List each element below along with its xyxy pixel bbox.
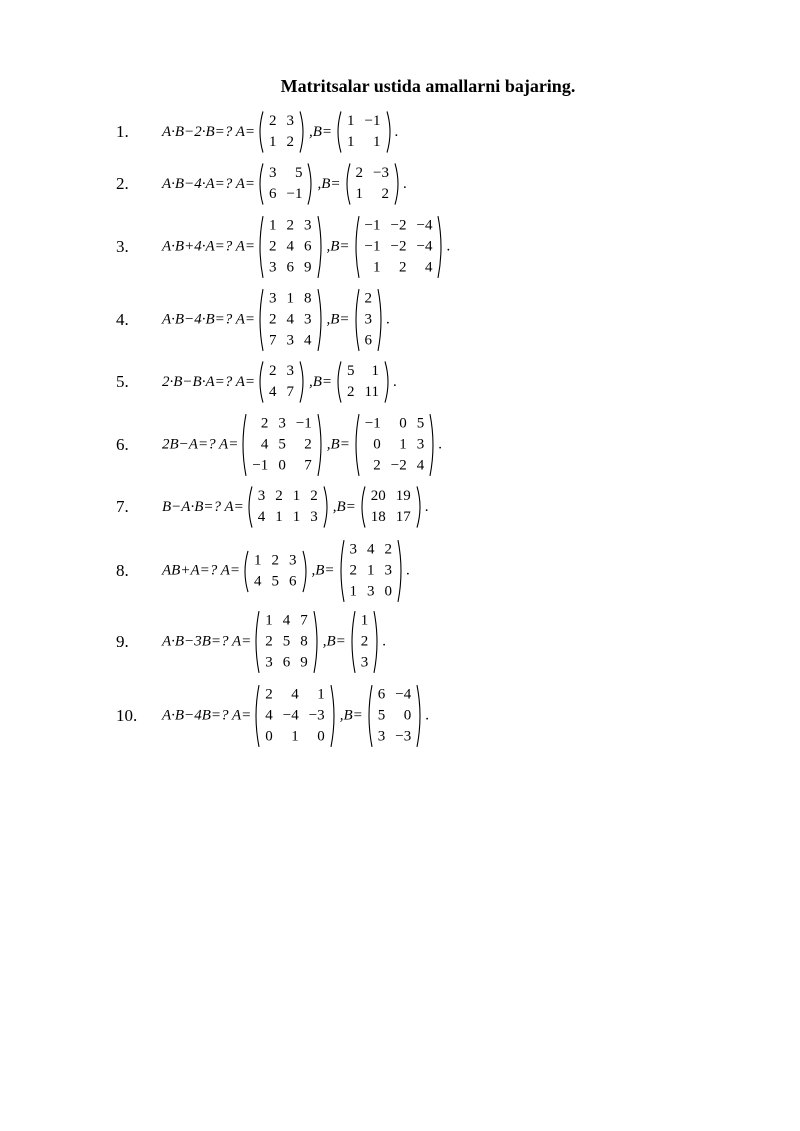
matrix-cell: −4 — [282, 707, 299, 724]
matrix-cell: −2 — [390, 457, 407, 474]
matrix-cell: 5 — [278, 436, 286, 453]
terminator: . — [386, 311, 390, 328]
left-paren — [352, 216, 360, 279]
matrix-cell: −3 — [373, 165, 389, 181]
matrix-cell: 3 — [286, 363, 294, 379]
problem-equation — [162, 216, 450, 279]
matrix-cell: 4 — [291, 686, 299, 703]
right-paren — [299, 361, 307, 403]
matrix-cell: 1 — [399, 436, 407, 453]
right-paren — [317, 414, 325, 477]
problem-number: 7. — [116, 497, 129, 516]
left-paren — [256, 289, 264, 352]
matrix-cell: −1 — [295, 415, 312, 432]
matrix-cell: 4 — [286, 311, 294, 328]
matrix-cell: 4 — [265, 707, 273, 724]
matrix-cell: 6 — [289, 573, 297, 589]
matrix-cell: −3 — [395, 728, 412, 745]
expression-text: B−A·B=? A= — [162, 498, 244, 515]
problem-number: 2. — [116, 174, 129, 193]
matrix-a — [239, 414, 324, 477]
matrix-separator: ,B= — [311, 562, 335, 579]
matrix-cell: 3 — [289, 552, 297, 568]
matrix-cell: −1 — [252, 457, 269, 474]
matrix-cell: 1 — [265, 612, 273, 629]
matrix-cell: 1 — [317, 686, 325, 703]
right-paren — [373, 611, 381, 674]
matrix-cell: 2 — [355, 165, 364, 181]
left-paren — [239, 414, 247, 477]
problem-equation — [162, 111, 398, 153]
matrix-cell: −4 — [416, 217, 433, 234]
left-paren — [337, 540, 345, 603]
matrix-cell: 2 — [269, 311, 277, 328]
matrix-cell: 4 — [367, 541, 375, 558]
right-paren — [437, 216, 445, 279]
matrix-cell: 2 — [269, 113, 277, 129]
matrix-cell: 3 — [416, 436, 425, 453]
matrix-a — [245, 486, 331, 528]
right-paren — [317, 289, 325, 352]
matrix-b — [334, 111, 393, 153]
matrix-b — [352, 216, 446, 279]
matrix-separator: ,B= — [339, 707, 363, 724]
right-paren — [313, 611, 321, 674]
matrix-cell: 3 — [269, 165, 277, 181]
matrix-cell: −4 — [395, 686, 412, 703]
matrix-cell: 7 — [304, 457, 312, 474]
matrix-cell: 2 — [347, 384, 355, 400]
matrix-cell: 2 — [260, 415, 269, 432]
problem-number: 4. — [116, 310, 129, 329]
matrix-b — [348, 611, 382, 674]
expression-text: A·B−4·B=? A= — [162, 311, 255, 328]
matrix-cell: 2 — [349, 562, 358, 579]
matrix-cell: 3 — [265, 654, 273, 671]
right-paren — [307, 163, 315, 205]
matrix-cell: −1 — [364, 217, 381, 234]
terminator: . — [393, 373, 397, 390]
matrix-cell: −1 — [364, 238, 381, 255]
matrix-cell: 1 — [367, 562, 375, 579]
matrix-cell: 2 — [360, 633, 369, 650]
left-paren — [252, 611, 260, 674]
matrix-cell: 1 — [269, 217, 277, 234]
matrix-cell: 1 — [291, 728, 299, 745]
matrix-cell: 9 — [300, 654, 308, 671]
matrix-cell: 4 — [282, 612, 291, 629]
matrix-cell: 3 — [377, 728, 386, 745]
matrix-separator: ,B= — [326, 238, 350, 255]
matrix-cell: 3 — [286, 113, 294, 129]
matrix-b — [352, 289, 386, 352]
matrix-cell: 3 — [310, 509, 318, 525]
matrix-cell: 2 — [275, 488, 283, 504]
matrix-cell: −2 — [390, 238, 407, 255]
matrix-cell: 1 — [347, 113, 355, 129]
right-paren — [299, 111, 307, 153]
matrix-cell: −1 — [364, 113, 381, 129]
problem-equation — [162, 685, 429, 748]
terminator: . — [382, 633, 387, 650]
matrix-a — [256, 216, 325, 279]
matrix-cell: 2 — [373, 457, 381, 474]
expression-text: A·B−2·B=? A= — [162, 123, 255, 140]
matrix-b — [352, 414, 437, 477]
right-paren — [429, 414, 437, 477]
matrix-cell: 1 — [360, 612, 369, 629]
problem-equation — [162, 540, 410, 603]
expression-text: A·B+4·A=? A= — [162, 238, 255, 255]
matrix-a — [252, 685, 337, 748]
left-paren — [334, 111, 342, 153]
left-paren — [352, 414, 360, 477]
left-paren — [252, 685, 260, 748]
matrix-a — [241, 550, 310, 592]
matrix-cell: 7 — [269, 332, 277, 349]
right-paren — [416, 486, 424, 528]
matrix-cell: 1 — [275, 509, 283, 525]
matrix-cell: 0 — [399, 415, 407, 432]
terminator: . — [438, 436, 443, 453]
matrix-cell: 6 — [269, 186, 277, 202]
right-paren — [386, 111, 394, 153]
matrix-cell: 19 — [395, 488, 411, 504]
matrix-cell: 9 — [304, 259, 312, 276]
problem-number: 1. — [116, 122, 129, 141]
right-paren — [397, 540, 405, 603]
matrix-cell: 7 — [286, 384, 294, 400]
problem-equation — [162, 486, 429, 528]
matrix-cell: 3 — [269, 259, 277, 276]
matrix-cell: 2 — [269, 363, 277, 379]
matrix-cell: 1 — [371, 363, 379, 379]
matrix-cell: 1 — [349, 583, 358, 600]
matrix-cell: 3 — [278, 415, 286, 432]
right-paren — [416, 685, 424, 748]
problem-number: 3. — [116, 237, 129, 256]
matrix-b — [343, 163, 402, 205]
matrix-cell: 0 — [278, 457, 286, 474]
matrix-cell: 3 — [384, 562, 393, 579]
left-paren — [256, 361, 264, 403]
problem-number: 6. — [116, 435, 129, 454]
matrix-cell: −4 — [416, 238, 433, 255]
matrix-cell: 2 — [271, 552, 279, 568]
matrix-separator: ,B= — [309, 373, 333, 390]
matrix-cell: 6 — [377, 686, 386, 703]
problem-equation — [162, 289, 390, 352]
right-paren — [317, 216, 325, 279]
matrix-separator: ,B= — [326, 436, 350, 453]
terminator: . — [446, 238, 451, 255]
matrix-a — [256, 163, 315, 205]
matrix-cell: −1 — [286, 186, 303, 202]
left-paren — [256, 216, 264, 279]
matrix-cell: 2 — [286, 217, 294, 234]
matrix-cell: −1 — [364, 415, 381, 432]
problem-number: 10. — [116, 706, 138, 725]
matrix-cell: 2 — [265, 633, 273, 650]
left-paren — [245, 486, 253, 528]
matrix-cell: 4 — [424, 259, 433, 276]
terminator: . — [402, 175, 407, 192]
matrix-separator: ,B= — [332, 498, 356, 515]
left-paren — [348, 611, 356, 674]
matrix-cell: 0 — [373, 436, 381, 453]
right-paren — [377, 289, 385, 352]
matrix-cell: 7 — [300, 612, 308, 629]
matrix-cell: 5 — [282, 633, 291, 650]
left-paren — [256, 111, 264, 153]
right-paren — [302, 550, 310, 592]
matrix-cell: 1 — [355, 186, 364, 202]
matrix-cell: 1 — [286, 290, 294, 307]
matrix-a — [252, 611, 321, 674]
matrix-cell: 0 — [317, 728, 325, 745]
left-paren — [256, 163, 264, 205]
matrix-b — [365, 685, 424, 748]
problem-equation — [162, 414, 442, 477]
matrix-cell: 6 — [364, 332, 373, 349]
matrix-cell: 3 — [304, 217, 312, 234]
right-paren — [323, 486, 331, 528]
matrix-cell: 4 — [304, 332, 312, 349]
matrix-cell: 3 — [304, 311, 312, 328]
worksheet-title: Matritsalar ustida amallarni bajaring. — [280, 76, 576, 96]
expression-text: A·B−4B=? A= — [162, 707, 252, 724]
problem-number: 8. — [116, 561, 129, 580]
matrix-cell: 5 — [294, 165, 303, 181]
matrix-cell: 4 — [257, 509, 266, 525]
matrix-cell: 3 — [367, 583, 375, 600]
matrix-a — [256, 111, 307, 153]
matrix-a — [256, 289, 325, 352]
matrix-cell: 3 — [269, 290, 277, 307]
left-paren — [358, 486, 366, 528]
left-paren — [343, 163, 351, 205]
matrix-cell: −2 — [390, 217, 407, 234]
matrix-cell: 0 — [265, 728, 273, 745]
matrix-cell: 20 — [370, 488, 386, 504]
left-paren — [352, 289, 360, 352]
matrix-cell: 8 — [300, 633, 308, 650]
matrix-cell: 0 — [403, 707, 412, 724]
matrix-cell: 2 — [286, 134, 294, 150]
matrix-cell: 6 — [282, 654, 291, 671]
matrix-cell: 4 — [260, 436, 269, 453]
expression-text: AB+A=? A= — [162, 562, 240, 579]
matrix-b — [358, 486, 424, 528]
matrix-cell: 5 — [271, 573, 279, 589]
matrix-cell: 3 — [360, 654, 369, 671]
matrix-a — [256, 361, 307, 403]
matrix-cell: 5 — [347, 363, 355, 379]
terminator: . — [406, 562, 410, 579]
problem-equation — [162, 611, 386, 674]
matrix-cell: 2 — [265, 686, 273, 703]
left-paren — [241, 550, 249, 592]
matrix-cell: 2 — [398, 259, 407, 276]
terminator: . — [394, 123, 399, 140]
matrix-cell: 11 — [364, 384, 379, 400]
matrix-cell: 2 — [381, 186, 389, 202]
terminator: . — [424, 498, 429, 515]
matrix-cell: 3 — [257, 488, 266, 504]
matrix-separator: ,B= — [317, 175, 341, 192]
matrix-cell: 6 — [286, 259, 294, 276]
matrix-cell: 1 — [347, 134, 355, 150]
matrix-cell: 17 — [395, 509, 411, 525]
matrix-cell: 6 — [304, 238, 312, 255]
matrix-cell: 4 — [269, 384, 277, 400]
left-paren — [334, 361, 342, 403]
matrix-cell: 3 — [286, 332, 294, 349]
matrix-cell: 8 — [304, 290, 312, 307]
matrix-cell: 2 — [384, 541, 393, 558]
matrix-cell: 5 — [416, 415, 425, 432]
matrix-cell: 2 — [269, 238, 277, 255]
expression-text: 2·B−B·A=? A= — [162, 373, 255, 390]
matrix-cell: −3 — [308, 707, 325, 724]
matrix-cell: 0 — [384, 583, 393, 600]
matrix-separator: ,B= — [309, 123, 333, 140]
matrix-cell: 1 — [373, 134, 381, 150]
expression-text: A·B−3B=? A= — [162, 633, 252, 650]
matrix-cell: 5 — [377, 707, 386, 724]
matrix-cell: 1 — [292, 488, 301, 504]
matrix-cell: 18 — [370, 509, 386, 525]
matrix-separator: ,B= — [326, 311, 350, 328]
expression-text: 2B−A=? A= — [162, 436, 239, 453]
matrix-cell: 1 — [373, 259, 381, 276]
matrix-cell: 2 — [364, 290, 373, 307]
problem-number: 5. — [116, 372, 129, 391]
matrix-cell: 2 — [304, 436, 312, 453]
matrix-cell: 1 — [254, 552, 262, 568]
matrix-cell: 1 — [292, 509, 301, 525]
matrix-cell: 1 — [269, 134, 277, 150]
right-paren — [394, 163, 402, 205]
problem-equation — [162, 163, 407, 205]
matrix-b — [334, 361, 392, 403]
right-paren — [330, 685, 338, 748]
terminator: . — [425, 707, 429, 724]
problem-equation — [162, 361, 397, 403]
left-paren — [365, 685, 373, 748]
matrix-b — [337, 540, 406, 603]
matrix-cell: 2 — [310, 488, 318, 504]
matrix-cell: 4 — [254, 573, 262, 589]
matrix-cell: 4 — [416, 457, 425, 474]
matrix-cell: 3 — [349, 541, 358, 558]
matrix-cell: 3 — [364, 311, 373, 328]
expression-text: A·B−4·A=? A= — [162, 175, 255, 192]
matrix-cell: 4 — [286, 238, 294, 255]
problem-number: 9. — [116, 632, 129, 651]
matrix-separator: ,B= — [322, 633, 346, 650]
right-paren — [384, 361, 392, 403]
